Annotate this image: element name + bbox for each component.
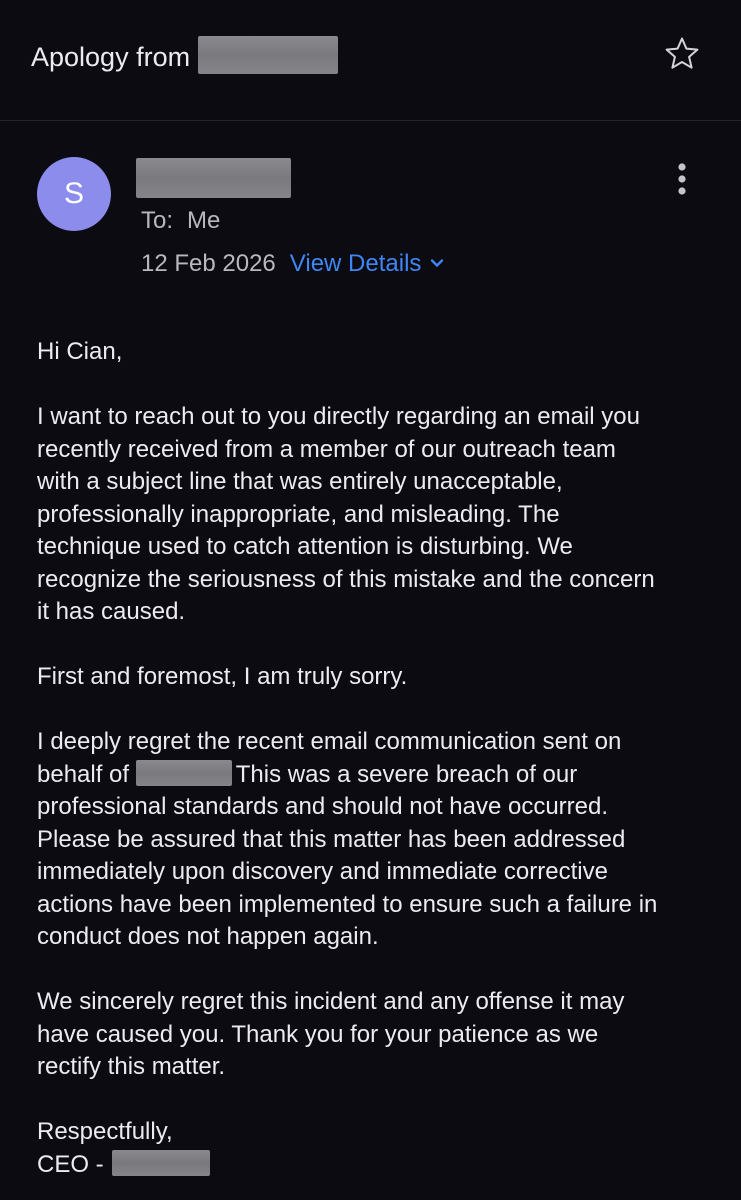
redacted-ceo-name (112, 1150, 210, 1176)
sender-avatar[interactable]: S (37, 157, 111, 231)
greeting (37, 336, 727, 369)
redacted-sender-name (198, 36, 338, 74)
paragraph-3 (37, 726, 727, 954)
body-line: I deeply regret the recent email communication sent on (37, 728, 622, 755)
body-line: immediately upon discovery and immediate corrective (37, 858, 608, 885)
body-line: rectify this matter. (37, 1053, 226, 1080)
signature-line (37, 1149, 727, 1182)
email-header (0, 0, 741, 121)
paragraph-2 (37, 661, 727, 694)
body-line: have caused you. Thank you for your patience as we (37, 1020, 599, 1048)
body-line: We sincerely regret this incident and any offense it may (37, 988, 625, 1015)
recipient-value: Me (187, 207, 221, 234)
email-body (37, 336, 727, 1181)
email-subject (31, 36, 338, 75)
greeting-text: Hi Cian, (37, 338, 123, 365)
view-details-link[interactable] (290, 250, 446, 277)
paragraph-1 (37, 401, 727, 629)
redacted-company-name (136, 760, 232, 786)
body-line: conduct does not happen again. (37, 923, 379, 950)
body-line-prefix: behalf of (37, 760, 130, 788)
body-line: recognize the seriousness of this mistake and the concern (37, 565, 655, 593)
more-options-icon[interactable] (670, 162, 694, 198)
recipient-line (141, 206, 220, 236)
chevron-down-icon (429, 257, 445, 269)
subject-text: Apology from (31, 42, 191, 72)
body-line: with a subject line that was entirely unacceptable, (37, 468, 563, 495)
body-line: recently received from a member of our outreach team (37, 435, 616, 463)
star-outline-icon[interactable] (664, 36, 700, 72)
apology-line: First and foremost, I am truly sorry. (37, 663, 408, 690)
closing-line: Respectfully, (37, 1118, 173, 1145)
to-label: To: (141, 207, 174, 234)
signature-block (37, 1116, 727, 1181)
view-details-label: View Details (289, 250, 422, 277)
signature-title: CEO - (37, 1150, 104, 1178)
body-line: it has caused. (37, 598, 186, 625)
body-line: Please be assured that this matter has been addressed (37, 825, 626, 853)
body-line (37, 759, 727, 792)
body-line-suffix: This was a severe breach of our (235, 760, 578, 788)
body-line: actions have been implemented to ensure such a failure in (37, 890, 658, 918)
email-date: 12 Feb 2026 (141, 250, 276, 277)
body-line: I want to reach out to you directly regarding an email you (37, 403, 640, 430)
body-line: professional standards and should not have occurred. (37, 793, 609, 820)
body-line: professionally inappropriate, and misleading. The (37, 500, 560, 528)
body-line: technique used to catch attention is disturbing. We (37, 533, 573, 560)
redacted-sender (136, 158, 291, 198)
date-line (141, 249, 445, 279)
paragraph-4 (37, 986, 727, 1084)
